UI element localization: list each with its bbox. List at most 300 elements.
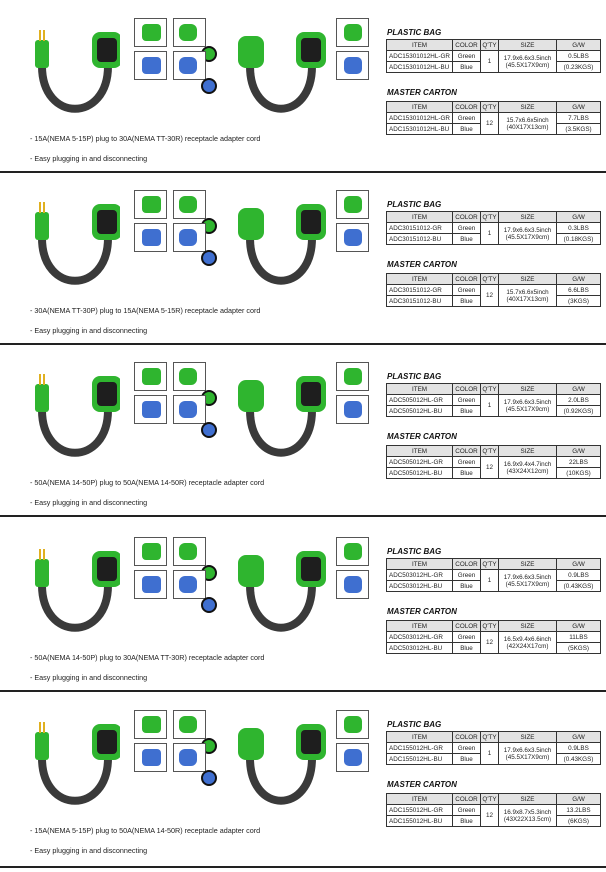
gw-value: (0.18KGS)	[557, 234, 601, 245]
qty-value: 12	[481, 113, 499, 135]
blue-color-dot	[201, 78, 217, 94]
thumb-receptacle	[179, 716, 197, 733]
color-value: Green	[453, 113, 481, 124]
header-item: ITEM	[387, 212, 453, 223]
feature-line: - Easy plugging in and disconnecting	[30, 498, 148, 507]
item-code: ADC503012HL-BU	[387, 581, 453, 592]
size-value: 17.9x6.6x3.5inch (45.5X17X9cm)	[499, 223, 557, 245]
table-row	[387, 632, 601, 643]
thumbnail-green-b	[173, 18, 206, 47]
master-carton-table	[386, 101, 601, 135]
receptacle-face	[301, 557, 321, 581]
plug-head	[238, 208, 264, 240]
thumb-plug	[142, 749, 161, 766]
header-item: ITEM	[387, 102, 453, 113]
thumb-receptacle	[179, 576, 197, 593]
adapter-cord-side-image	[236, 720, 326, 820]
qty-value: 12	[481, 457, 499, 479]
header-size: SIZE	[499, 384, 557, 395]
plastic-bag-title: PLASTIC BAG	[387, 28, 442, 37]
header-item: ITEM	[387, 559, 453, 570]
cable	[42, 238, 108, 281]
color-value: Green	[453, 51, 481, 62]
feature-text: Easy plugging in and disconnecting	[34, 673, 148, 682]
adapter-cord-side-image	[236, 547, 326, 647]
description-line: - 15A(NEMA 5-15P) plug to 30A(NEMA TT-30R) receptacle adapter cord	[30, 134, 261, 143]
product-description	[30, 648, 264, 688]
blue-color-dot	[201, 597, 217, 613]
table-header	[387, 446, 601, 457]
table-row	[387, 395, 601, 406]
master-carton-title: MASTER CARTON	[387, 260, 457, 269]
size-value: 17.9x6.6x3.5inch (45.5X17X9cm)	[499, 51, 557, 73]
gw-value: 13.2LBS	[557, 805, 601, 816]
master-carton-table	[386, 273, 601, 307]
item-code: ADC503012HL-GR	[387, 632, 453, 643]
master-carton-title: MASTER CARTON	[387, 780, 457, 789]
header-color: COLOR	[453, 559, 481, 570]
header-color: COLOR	[453, 446, 481, 457]
cable	[250, 410, 312, 453]
header-color: COLOR	[453, 274, 481, 285]
plug-prong	[43, 722, 45, 733]
table-row	[387, 113, 601, 124]
product-block	[0, 180, 606, 352]
header-item: ITEM	[387, 40, 453, 51]
table-header	[387, 794, 601, 805]
master-carton-title: MASTER CARTON	[387, 607, 457, 616]
receptacle-face	[97, 210, 117, 234]
cable	[250, 238, 312, 281]
thumb-plug	[142, 716, 161, 733]
section-divider	[0, 171, 606, 173]
receptacle-face	[97, 557, 117, 581]
size-value: 15.7x6.6x5inch (40X17X13cm)	[499, 285, 557, 307]
plug-prong	[43, 30, 45, 41]
cable	[42, 410, 108, 453]
thumb-plug	[344, 196, 362, 213]
adapter-cord-image	[30, 200, 120, 300]
item-code: ADC505012HL-GR	[387, 457, 453, 468]
table-row	[387, 51, 601, 62]
feature-line: - Easy plugging in and disconnecting	[30, 326, 148, 335]
qty-value: 12	[481, 285, 499, 307]
plug-head	[238, 555, 264, 587]
plastic-bag-table	[386, 39, 601, 73]
header-qty: Q'TY	[482, 213, 497, 221]
gw-value: (5KGS)	[557, 643, 601, 654]
color-value: Green	[453, 395, 481, 406]
gw-value: (3.5KGS)	[557, 124, 601, 135]
cable	[250, 758, 312, 801]
header-item: ITEM	[387, 274, 453, 285]
size-value: 16.9x8.7x5.3inch (43X22X13.5cm)	[499, 805, 557, 827]
thumb-plug	[142, 229, 161, 246]
item-code: ADC15301012HL-BU	[387, 124, 453, 135]
table-row	[387, 743, 601, 754]
plug-prong	[43, 202, 45, 213]
plastic-bag-table	[386, 558, 601, 592]
header-gw: G/W	[557, 559, 601, 570]
qty-value: 1	[481, 570, 499, 592]
plug-head	[35, 384, 49, 412]
description-text: 15A(NEMA 5-15P) plug to 30A(NEMA TT-30R) receptacle adapter cord	[34, 134, 261, 143]
feature-text: Easy plugging in and disconnecting	[34, 846, 148, 855]
qty-value: 1	[481, 51, 499, 73]
thumb-plug	[344, 749, 362, 766]
table-header	[387, 274, 601, 285]
thumbnail-blue-b	[173, 570, 206, 599]
header-qty: Q'TY	[482, 447, 497, 455]
header-qty: Q'TY	[482, 733, 497, 741]
receptacle-face	[301, 210, 321, 234]
qty-value: 1	[481, 743, 499, 765]
gw-value: 0.9LBS	[557, 570, 601, 581]
thumb-receptacle	[179, 543, 197, 560]
thumbnail-green-b	[173, 710, 206, 739]
plastic-bag-table	[386, 731, 601, 765]
thumbnail-blue-b	[173, 223, 206, 252]
master-carton-title: MASTER CARTON	[387, 432, 457, 441]
thumbnail-blue-side	[336, 51, 369, 80]
blue-color-dot	[201, 422, 217, 438]
receptacle-face	[97, 382, 117, 406]
product-block	[0, 527, 606, 699]
adapter-cord-side-image	[236, 28, 326, 128]
receptacle-face	[97, 730, 117, 754]
header-color: COLOR	[453, 102, 481, 113]
plug-head	[238, 36, 264, 68]
plastic-bag-title: PLASTIC BAG	[387, 200, 442, 209]
header-color: COLOR	[453, 384, 481, 395]
size-value: 17.9x6.6x3.5inch (45.5X17X9cm)	[499, 395, 557, 417]
thumb-plug	[142, 576, 161, 593]
thumb-plug	[142, 543, 161, 560]
cable	[42, 758, 108, 801]
plastic-bag-title: PLASTIC BAG	[387, 547, 442, 556]
header-size: SIZE	[499, 621, 557, 632]
gw-value: 6.6LBS	[557, 285, 601, 296]
table-row	[387, 457, 601, 468]
color-value: Blue	[453, 581, 481, 592]
thumb-receptacle	[179, 401, 197, 418]
adapter-cord-image	[30, 547, 120, 647]
item-code: ADC30151012-GR	[387, 285, 453, 296]
plug-prong	[43, 374, 45, 385]
header-gw: G/W	[557, 212, 601, 223]
plug-head	[35, 40, 49, 68]
table-row	[387, 285, 601, 296]
thumb-plug	[142, 24, 161, 41]
section-divider	[0, 866, 606, 868]
header-size: SIZE	[499, 446, 557, 457]
header-item: ITEM	[387, 446, 453, 457]
item-code: ADC155012HL-GR	[387, 805, 453, 816]
table-row	[387, 570, 601, 581]
gw-value: (0.43KGS)	[557, 754, 601, 765]
plug-head	[238, 728, 264, 760]
qty-value: 12	[481, 805, 499, 827]
header-qty: Q'TY	[482, 622, 497, 630]
feature-line: - Easy plugging in and disconnecting	[30, 846, 148, 855]
thumbnail-green-a	[134, 362, 167, 391]
thumbnail-green-a	[134, 190, 167, 219]
gw-value: (6KGS)	[557, 816, 601, 827]
table-header	[387, 621, 601, 632]
header-size: SIZE	[499, 794, 557, 805]
item-code: ADC15301012HL-GR	[387, 113, 453, 124]
table-header	[387, 40, 601, 51]
thumbnail-blue-side	[336, 395, 369, 424]
thumb-plug	[344, 57, 362, 74]
header-gw: G/W	[557, 384, 601, 395]
plug-head	[35, 212, 49, 240]
color-value: Green	[453, 457, 481, 468]
header-gw: G/W	[557, 446, 601, 457]
description-text: 50A(NEMA 14-50P) plug to 50A(NEMA 14-50R) receptacle adapter cord	[34, 478, 265, 487]
header-qty: Q'TY	[482, 41, 497, 49]
header-gw: G/W	[557, 794, 601, 805]
color-value: Blue	[453, 754, 481, 765]
receptacle-face	[301, 38, 321, 62]
thumbnail-green-b	[173, 537, 206, 566]
header-gw: G/W	[557, 621, 601, 632]
receptacle-face	[301, 382, 321, 406]
plug-prong	[39, 549, 41, 560]
header-color: COLOR	[453, 621, 481, 632]
header-qty: Q'TY	[482, 103, 497, 111]
thumb-receptacle	[179, 368, 197, 385]
thumbnail-blue-a	[134, 51, 167, 80]
thumbnail-green-b	[173, 362, 206, 391]
section-divider	[0, 343, 606, 345]
gw-value: 0.3LBS	[557, 223, 601, 234]
color-value: Blue	[453, 406, 481, 417]
thumb-plug	[344, 401, 362, 418]
color-value: Green	[453, 632, 481, 643]
gw-value: (0.43KGS)	[557, 581, 601, 592]
product-description	[30, 129, 260, 169]
header-color: COLOR	[453, 794, 481, 805]
color-value: Blue	[453, 468, 481, 479]
description-text: 15A(NEMA 5-15P) plug to 50A(NEMA 14-50R) receptacle adapter cord	[34, 826, 261, 835]
header-item: ITEM	[387, 732, 453, 743]
thumbnail-green-side	[336, 710, 369, 739]
header-size: SIZE	[499, 212, 557, 223]
feature-text: Easy plugging in and disconnecting	[34, 326, 148, 335]
header-gw: G/W	[557, 102, 601, 113]
header-item: ITEM	[387, 384, 453, 395]
thumb-receptacle	[179, 229, 197, 246]
cable	[250, 66, 312, 109]
thumbnail-blue-b	[173, 51, 206, 80]
thumb-plug	[344, 24, 362, 41]
description-text: 30A(NEMA TT-30P) plug to 15A(NEMA 5-15R) receptacle adapter cord	[34, 306, 261, 315]
size-value: 17.9x6.6x3.5inch (45.5X17X9cm)	[499, 570, 557, 592]
description-line: - 15A(NEMA 5-15P) plug to 50A(NEMA 14-50R) receptacle adapter cord	[30, 826, 261, 835]
header-item: ITEM	[387, 621, 453, 632]
item-code: ADC155012HL-BU	[387, 816, 453, 827]
gw-value: 2.0LBS	[557, 395, 601, 406]
product-block	[0, 8, 606, 180]
plug-prong	[39, 722, 41, 733]
plug-head	[35, 732, 49, 760]
receptacle-face	[97, 38, 117, 62]
color-value: Blue	[453, 124, 481, 135]
plug-head	[238, 380, 264, 412]
description-text: 50A(NEMA 14-50P) plug to 30A(NEMA TT-30R) receptacle adapter cord	[34, 653, 265, 662]
header-qty: Q'TY	[482, 560, 497, 568]
color-value: Blue	[453, 296, 481, 307]
size-value: 17.9x6.6x3.5inch (45.5X17X9cm)	[499, 743, 557, 765]
color-value: Blue	[453, 643, 481, 654]
table-header	[387, 384, 601, 395]
header-color: COLOR	[453, 40, 481, 51]
cable	[42, 66, 108, 109]
thumbnail-blue-a	[134, 570, 167, 599]
item-code: ADC155012HL-GR	[387, 743, 453, 754]
color-value: Blue	[453, 816, 481, 827]
thumbnail-green-side	[336, 190, 369, 219]
item-code: ADC503012HL-GR	[387, 570, 453, 581]
table-header	[387, 559, 601, 570]
plug-prong	[39, 202, 41, 213]
thumbnail-green-side	[336, 537, 369, 566]
thumb-receptacle	[179, 57, 197, 74]
feature-text: Easy plugging in and disconnecting	[34, 498, 148, 507]
adapter-cord-side-image	[236, 372, 326, 472]
thumbnail-green-a	[134, 537, 167, 566]
header-color: COLOR	[453, 212, 481, 223]
master-carton-table	[386, 620, 601, 654]
gw-value: (0.23KGS)	[557, 62, 601, 73]
item-code: ADC30151012-BU	[387, 296, 453, 307]
plastic-bag-title: PLASTIC BAG	[387, 372, 442, 381]
plastic-bag-table	[386, 383, 601, 417]
header-qty: Q'TY	[482, 795, 497, 803]
thumb-plug	[142, 368, 161, 385]
item-code: ADC505012HL-GR	[387, 395, 453, 406]
thumbnail-blue-a	[134, 743, 167, 772]
description-line: - 30A(NEMA TT-30P) plug to 15A(NEMA 5-15R) receptacle adapter cord	[30, 306, 261, 315]
thumbnail-green-a	[134, 710, 167, 739]
thumbnail-green-side	[336, 18, 369, 47]
table-row	[387, 805, 601, 816]
gw-value: (0.92KGS)	[557, 406, 601, 417]
thumbnail-blue-b	[173, 743, 206, 772]
item-code: ADC155012HL-BU	[387, 754, 453, 765]
thumbnail-blue-side	[336, 743, 369, 772]
header-gw: G/W	[557, 274, 601, 285]
size-value: 15.7x6.6x5inch (40X17X13cm)	[499, 113, 557, 135]
header-gw: G/W	[557, 732, 601, 743]
color-value: Green	[453, 285, 481, 296]
plastic-bag-title: PLASTIC BAG	[387, 720, 442, 729]
section-divider	[0, 515, 606, 517]
description-line: - 50A(NEMA 14-50P) plug to 30A(NEMA TT-30R) receptacle adapter cord	[30, 653, 265, 662]
header-item: ITEM	[387, 794, 453, 805]
product-block	[0, 352, 606, 524]
item-code: ADC503012HL-BU	[387, 643, 453, 654]
master-carton-table	[386, 445, 601, 479]
header-color: COLOR	[453, 732, 481, 743]
product-description	[30, 821, 260, 861]
adapter-cord-image	[30, 720, 120, 820]
plug-prong	[43, 549, 45, 560]
cable	[42, 585, 108, 628]
blue-color-dot	[201, 250, 217, 266]
thumb-receptacle	[179, 24, 197, 41]
thumbnail-green-b	[173, 190, 206, 219]
thumbnail-green-side	[336, 362, 369, 391]
gw-value: 11LBS	[557, 632, 601, 643]
thumb-plug	[344, 368, 362, 385]
thumbnail-blue-side	[336, 570, 369, 599]
blue-color-dot	[201, 770, 217, 786]
item-code: ADC15301012HL-GR	[387, 51, 453, 62]
item-code: ADC15301012HL-BU	[387, 62, 453, 73]
thumb-receptacle	[179, 196, 197, 213]
color-value: Blue	[453, 234, 481, 245]
product-description	[30, 473, 264, 513]
thumb-plug	[344, 543, 362, 560]
qty-value: 1	[481, 395, 499, 417]
header-qty: Q'TY	[482, 275, 497, 283]
thumbnail-green-a	[134, 18, 167, 47]
size-value: 16.9x9.4x4.7inch (43X24X12cm)	[499, 457, 557, 479]
thumb-receptacle	[179, 749, 197, 766]
color-value: Green	[453, 743, 481, 754]
gw-value: 0.5LBS	[557, 51, 601, 62]
feature-text: Easy plugging in and disconnecting	[34, 154, 148, 163]
gw-value: (3KGS)	[557, 296, 601, 307]
product-block	[0, 700, 606, 872]
thumb-plug	[344, 716, 362, 733]
color-value: Green	[453, 570, 481, 581]
header-size: SIZE	[499, 40, 557, 51]
header-size: SIZE	[499, 102, 557, 113]
gw-value: 22LBS	[557, 457, 601, 468]
adapter-cord-image	[30, 372, 120, 472]
plastic-bag-table	[386, 211, 601, 245]
thumb-plug	[142, 57, 161, 74]
plug-prong	[39, 374, 41, 385]
header-size: SIZE	[499, 274, 557, 285]
qty-value: 12	[481, 632, 499, 654]
item-code: ADC505012HL-BU	[387, 406, 453, 417]
table-header	[387, 102, 601, 113]
adapter-cord-side-image	[236, 200, 326, 300]
size-value: 16.5x9.4x6.6inch (42X24X17cm)	[499, 632, 557, 654]
table-header	[387, 732, 601, 743]
thumb-plug	[142, 196, 161, 213]
header-qty: Q'TY	[482, 385, 497, 393]
thumbnail-blue-b	[173, 395, 206, 424]
feature-line: - Easy plugging in and disconnecting	[30, 673, 148, 682]
thumb-plug	[142, 401, 161, 418]
qty-value: 1	[481, 223, 499, 245]
thumb-plug	[344, 576, 362, 593]
item-code: ADC505012HL-BU	[387, 468, 453, 479]
receptacle-face	[301, 730, 321, 754]
header-size: SIZE	[499, 732, 557, 743]
table-header	[387, 212, 601, 223]
adapter-cord-image	[30, 28, 120, 128]
product-description	[30, 301, 260, 341]
thumbnail-blue-side	[336, 223, 369, 252]
master-carton-title: MASTER CARTON	[387, 88, 457, 97]
feature-line: - Easy plugging in and disconnecting	[30, 154, 148, 163]
